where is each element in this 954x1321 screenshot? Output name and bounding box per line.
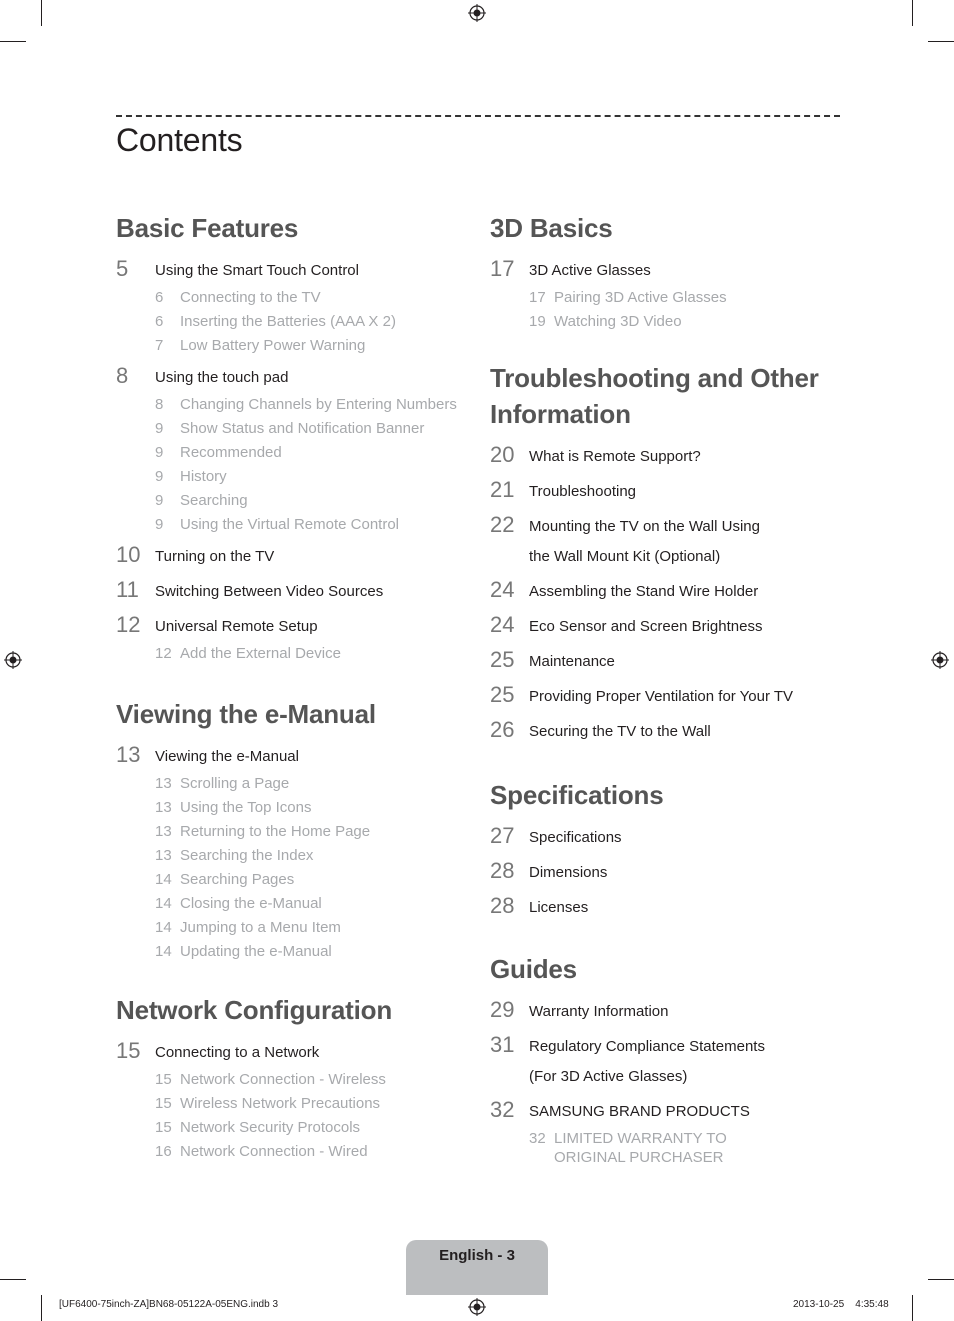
section-title: Network Configuration <box>116 995 393 1025</box>
toc-sub-entry[interactable] <box>155 820 466 844</box>
toc-entry[interactable] <box>490 1097 840 1170</box>
toc-sub-entry[interactable] <box>155 940 466 964</box>
sub-entry-page-number: 13 <box>155 775 172 792</box>
toc-sub-entry[interactable] <box>155 1140 466 1164</box>
entry-page-number: 25 <box>490 682 515 707</box>
sub-entry-title: Add the External Device <box>180 645 341 662</box>
entry-page-number: 11 <box>116 577 139 602</box>
sub-entry-title: Show Status and Notification Banner <box>180 420 425 437</box>
toc-sub-entry[interactable] <box>155 772 466 796</box>
entry-page-number: 32 <box>490 1097 515 1122</box>
entry-page-number: 26 <box>490 717 515 742</box>
entry-title: Maintenance <box>529 653 615 670</box>
entry-list <box>116 256 466 666</box>
entry-title: Providing Proper Ventilation for Your TV <box>529 688 794 705</box>
entry-title: Switching Between Video Sources <box>155 583 384 600</box>
toc-entry[interactable] <box>490 823 840 853</box>
sub-entry-page-number: 17 <box>529 289 546 306</box>
sub-entry-title: Network Connection - Wired <box>180 1143 368 1160</box>
print-timestamp: 2013-10-25 4:35:48 <box>793 1299 889 1310</box>
entry-page-number: 13 <box>116 742 141 767</box>
toc-entry[interactable] <box>490 512 840 572</box>
toc-entry[interactable] <box>116 577 466 607</box>
sub-entry-title: Jumping to a Menu Item <box>180 919 341 936</box>
entry-title: Dimensions <box>529 864 608 881</box>
sub-entry-title: Watching 3D Video <box>554 313 682 330</box>
section-title: Troubleshooting and Other Information <box>490 363 819 429</box>
entry-page-number: 15 <box>116 1038 141 1063</box>
sub-entry-page-number: 19 <box>529 313 546 330</box>
entry-title: Specifications <box>529 829 622 846</box>
sub-entry-page-number: 15 <box>155 1071 172 1088</box>
entry-list <box>116 742 466 964</box>
sub-entry-title: Scrolling a Page <box>180 775 290 792</box>
entry-page-number: 22 <box>490 512 515 537</box>
entry-page-number: 8 <box>116 363 129 388</box>
entry-page-number: 29 <box>490 997 515 1022</box>
page-number-label: English - 3 <box>439 1247 515 1264</box>
entry-page-number: 12 <box>116 612 141 637</box>
contents-left-column <box>116 210 466 1164</box>
toc-entry[interactable] <box>490 1032 840 1092</box>
crop-mark <box>0 1279 26 1280</box>
toc-entry[interactable] <box>116 256 466 358</box>
sub-entry-page-number: 8 <box>155 396 164 413</box>
registration-mark-icon <box>4 651 22 669</box>
entry-page-number: 20 <box>490 442 515 467</box>
sub-entry-list <box>116 393 466 537</box>
entry-title: What is Remote Support? <box>529 448 701 465</box>
toc-sub-entry[interactable] <box>155 310 466 334</box>
toc-section <box>490 777 840 923</box>
sub-entry-title: Returning to the Home Page <box>180 823 371 840</box>
entry-list <box>490 256 840 334</box>
sub-entry-title: Changing Channels by Entering Numbers <box>180 396 457 413</box>
entry-title: Using the Smart Touch Control <box>155 262 359 279</box>
sub-entry-page-number: 13 <box>155 799 172 816</box>
sub-entry-page-number: 6 <box>155 289 164 306</box>
sub-entry-page-number: 7 <box>155 337 164 354</box>
title-dashed-rule <box>116 115 840 117</box>
toc-sub-entry[interactable] <box>155 489 466 513</box>
crop-mark <box>41 0 42 26</box>
toc-sub-entry[interactable] <box>155 334 466 358</box>
sub-entry-list <box>116 286 466 358</box>
toc-section <box>490 951 840 1170</box>
toc-sub-entry[interactable] <box>155 393 466 417</box>
sub-entry-page-number: 13 <box>155 847 172 864</box>
toc-entry[interactable] <box>116 742 466 964</box>
toc-section <box>116 696 466 964</box>
sub-entry-list <box>490 1127 840 1170</box>
toc-sub-entry[interactable] <box>155 642 466 666</box>
entry-page-number: 28 <box>490 858 515 883</box>
entry-title: Using the touch pad <box>155 369 289 386</box>
sub-entry-title: Using the Top Icons <box>180 799 312 816</box>
toc-section <box>116 992 466 1164</box>
section-title: Basic Features <box>116 213 299 243</box>
contents-right-column <box>490 210 840 1170</box>
toc-section <box>116 210 466 666</box>
sub-entry-page-number: 15 <box>155 1119 172 1136</box>
toc-section <box>490 360 840 747</box>
sub-entry-list <box>490 286 840 334</box>
sub-entry-title: Inserting the Batteries (AAA X 2) <box>180 313 396 330</box>
file-slug: [UF6400-75inch-ZA]BN68-05122A-05ENG.indb 3 <box>59 1299 279 1310</box>
toc-sub-entry[interactable] <box>155 417 466 441</box>
sub-entry-title: Network Connection - Wireless <box>180 1071 386 1088</box>
sub-entry-list <box>116 1068 466 1164</box>
entry-title: Assembling the Stand Wire Holder <box>529 583 759 600</box>
entry-page-number: 21 <box>490 477 515 502</box>
sub-entry-title: Closing the e-Manual <box>180 895 322 912</box>
page-title: Contents <box>116 122 243 158</box>
sub-entry-page-number: 12 <box>155 645 172 662</box>
sub-entry-page-number: 14 <box>155 871 172 888</box>
toc-entry[interactable] <box>116 612 466 666</box>
registration-mark-icon <box>931 651 949 669</box>
crop-mark <box>928 1279 954 1280</box>
sub-entry-page-number: 9 <box>155 468 164 485</box>
section-title: Specifications <box>490 780 664 810</box>
entry-title: Turning on the TV <box>155 548 275 565</box>
entry-page-number: 17 <box>490 256 515 281</box>
sub-entry-page-number: 14 <box>155 943 172 960</box>
sub-entry-page-number: 16 <box>155 1143 172 1160</box>
toc-sub-entry[interactable] <box>155 1092 466 1116</box>
page-number-tab <box>406 1240 548 1295</box>
sub-entry-list <box>116 772 466 964</box>
toc-entry[interactable] <box>490 647 840 677</box>
crop-mark <box>41 1295 42 1321</box>
sub-entry-title: Network Security Protocols <box>180 1119 361 1136</box>
sub-entry-page-number: 15 <box>155 1095 172 1112</box>
entry-title: Troubleshooting <box>529 483 637 500</box>
sub-entry-title: Connecting to the TV <box>180 289 321 306</box>
toc-sub-entry[interactable] <box>529 286 840 310</box>
sub-entry-page-number: 9 <box>155 492 164 509</box>
sub-entry-page-number: 14 <box>155 895 172 912</box>
toc-entry[interactable] <box>490 858 840 888</box>
sub-entry-title: Searching <box>180 492 248 509</box>
crop-mark <box>0 41 26 42</box>
entry-list <box>490 823 840 923</box>
crop-mark <box>928 41 954 42</box>
entry-page-number: 28 <box>490 893 515 918</box>
toc-entry[interactable] <box>490 577 840 607</box>
section-title: 3D Basics <box>490 213 613 243</box>
toc-entry[interactable] <box>490 997 840 1027</box>
toc-sub-entry[interactable] <box>155 465 466 489</box>
entry-title: Viewing the e-Manual <box>155 748 299 765</box>
toc-sub-entry[interactable] <box>155 892 466 916</box>
toc-sub-entry[interactable] <box>155 1116 466 1140</box>
entry-title: Regulatory Compliance Statements (For 3D Active Glasses) <box>529 1038 765 1085</box>
toc-sub-entry[interactable] <box>155 796 466 820</box>
sub-entry-page-number: 9 <box>155 444 164 461</box>
entry-page-number: 27 <box>490 823 515 848</box>
crop-mark <box>912 1295 913 1321</box>
entry-title: Securing the TV to the Wall <box>529 723 711 740</box>
sub-entry-title: LIMITED WARRANTY TO ORIGINAL PURCHASER <box>554 1130 727 1166</box>
toc-entry[interactable] <box>490 612 840 642</box>
toc-sub-entry[interactable] <box>155 286 466 310</box>
registration-mark-icon <box>468 4 486 22</box>
sub-entry-title: Wireless Network Precautions <box>180 1095 381 1112</box>
entry-page-number: 5 <box>116 256 129 281</box>
toc-entry[interactable] <box>490 893 840 923</box>
entry-title: Warranty Information <box>529 1003 669 1020</box>
toc-entry[interactable] <box>490 442 840 472</box>
entry-title: Licenses <box>529 899 589 916</box>
entry-title: 3D Active Glasses <box>529 262 651 279</box>
sub-entry-title: History <box>180 468 227 485</box>
entry-page-number: 25 <box>490 647 515 672</box>
toc-entry[interactable] <box>490 682 840 712</box>
sub-entry-list <box>116 642 466 666</box>
toc-sub-entry[interactable] <box>155 513 466 537</box>
entry-list <box>116 1038 466 1164</box>
toc-sub-entry[interactable] <box>155 868 466 892</box>
crop-mark <box>912 0 913 26</box>
entry-title: Eco Sensor and Screen Brightness <box>529 618 763 635</box>
toc-sub-entry[interactable] <box>529 1127 840 1170</box>
sub-entry-title: Updating the e-Manual <box>180 943 332 960</box>
toc-sub-entry[interactable] <box>529 310 840 334</box>
toc-entry[interactable] <box>116 542 466 572</box>
sub-entry-title: Low Battery Power Warning <box>180 337 366 354</box>
toc-sub-entry[interactable] <box>155 1068 466 1092</box>
toc-entry[interactable] <box>490 717 840 747</box>
section-title: Viewing the e-Manual <box>116 699 376 729</box>
registration-mark-icon <box>468 1298 486 1316</box>
entry-title: SAMSUNG BRAND PRODUCTS <box>529 1103 750 1120</box>
toc-sub-entry[interactable] <box>155 844 466 868</box>
sub-entry-page-number: 13 <box>155 823 172 840</box>
toc-sub-entry[interactable] <box>155 916 466 940</box>
sub-entry-page-number: 6 <box>155 313 164 330</box>
sub-entry-page-number: 9 <box>155 420 164 437</box>
entry-list <box>490 442 840 747</box>
entry-page-number: 31 <box>490 1032 515 1057</box>
toc-entry[interactable] <box>490 477 840 507</box>
entry-page-number: 24 <box>490 612 515 637</box>
sub-entry-title: Searching Pages <box>180 871 295 888</box>
entry-title: Mounting the TV on the Wall Using the Wall Mount Kit (Optional) <box>529 518 760 565</box>
toc-sub-entry[interactable] <box>155 441 466 465</box>
entry-title: Universal Remote Setup <box>155 618 318 635</box>
sub-entry-page-number: 9 <box>155 516 164 533</box>
toc-section <box>490 210 840 334</box>
sub-entry-title: Pairing 3D Active Glasses <box>554 289 727 306</box>
entry-list <box>490 997 840 1170</box>
sub-entry-title: Searching the Index <box>180 847 314 864</box>
entry-page-number: 10 <box>116 542 141 567</box>
toc-entry[interactable] <box>116 363 466 537</box>
entry-title: Connecting to a Network <box>155 1044 320 1061</box>
sub-entry-page-number: 14 <box>155 919 172 936</box>
sub-entry-page-number: 32 <box>529 1130 546 1147</box>
toc-entry[interactable] <box>490 256 840 334</box>
sub-entry-title: Using the Virtual Remote Control <box>180 516 399 533</box>
section-title: Guides <box>490 954 577 984</box>
sub-entry-title: Recommended <box>180 444 282 461</box>
toc-entry[interactable] <box>116 1038 466 1164</box>
entry-page-number: 24 <box>490 577 515 602</box>
